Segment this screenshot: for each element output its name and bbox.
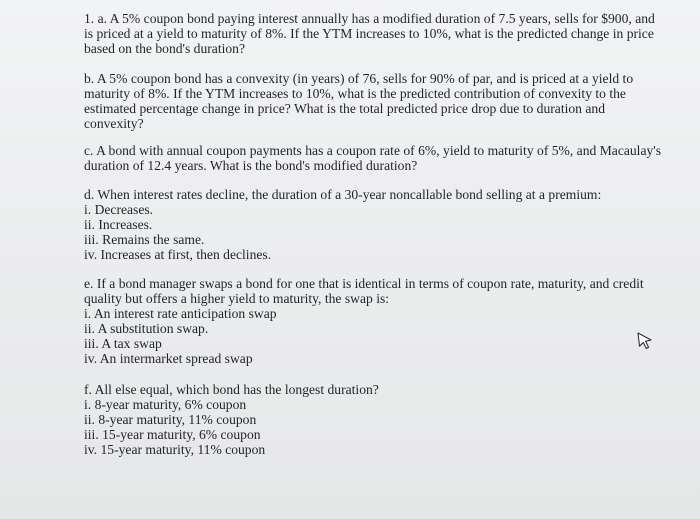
question-a — [84, 11, 666, 56]
question-f-option: i. 8-year maturity, 6% coupon — [84, 397, 247, 412]
question-d-option: iv. Increases at first, then declines. — [84, 247, 272, 262]
question-e-option: ii. A substitution swap. — [84, 321, 209, 336]
question-f — [84, 382, 666, 457]
question-e-options — [84, 306, 666, 366]
question-c-text: c. A bond with annual coupon payments has a coupon rate of 6%, yield to maturity of 5%, and Macaulay's duration of 12.4 years. What is the bond's modified duration? — [84, 143, 662, 173]
question-e-option: iv. An intermarket spread swap — [84, 351, 253, 366]
question-sheet — [84, 11, 666, 469]
question-d — [84, 187, 666, 262]
question-d-options — [84, 202, 666, 262]
question-d-text: d. When interest rates decline, the duration of a 30-year noncallable bond selling at a premium: — [84, 187, 602, 202]
question-d-option: iii. Remains the same. — [84, 232, 205, 247]
question-b — [84, 71, 666, 131]
question-f-option: iii. 15-year maturity, 6% coupon — [84, 427, 261, 442]
question-d-option: ii. Increases. — [84, 217, 153, 232]
question-f-text: f. All else equal, which bond has the longest duration? — [84, 382, 379, 397]
question-e-text: e. If a bond manager swaps a bond for one that is identical in terms of coupon rate, maturity, and credit quality but offers a higher yield to maturity, the swap is: — [84, 276, 644, 306]
question-c — [84, 143, 666, 173]
mouse-pointer-icon — [636, 331, 654, 351]
question-f-option: iv. 15-year maturity, 11% coupon — [84, 442, 266, 457]
question-f-option: ii. 8-year maturity, 11% coupon — [84, 412, 257, 427]
question-f-options — [84, 397, 666, 457]
question-e — [84, 276, 666, 366]
question-e-option: iii. A tax swap — [84, 336, 162, 351]
question-b-text: b. A 5% coupon bond has a convexity (in years) of 76, sells for 90% of par, and is priced at a yield to maturity of 8%. If the YTM increases to 10%, what is the predicted contribution of convexity to the estimated percentage change in price? What is the total predicted price drop due to duration and convexity? — [84, 71, 634, 131]
question-d-option: i. Decreases. — [84, 202, 154, 217]
question-a-text: 1. a. A 5% coupon bond paying interest annually has a modified duration of 7.5 years, sells for $900, and is priced at a yield to maturity of 8%. If the YTM increases to 10%, what is the predicted change in price based on the bond's duration? — [84, 11, 655, 56]
question-e-option: i. An interest rate anticipation swap — [84, 306, 277, 321]
